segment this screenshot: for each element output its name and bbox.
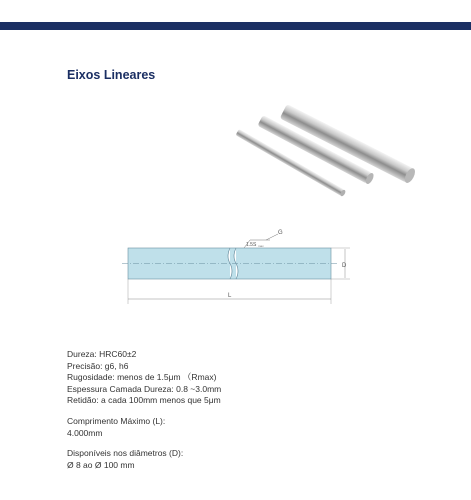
spec-diametros-label: Disponíveis nos diâmetros (D): — [67, 448, 184, 459]
spec-retidao: Retidão: a cada 100mm menos que 5μm — [67, 395, 221, 406]
spec-comprimento-value: 4.000mm — [67, 427, 103, 438]
roughness-sublabel: max — [258, 244, 264, 248]
spec-comprimento-label: Comprimento Máximo (L): — [67, 415, 166, 426]
specifications — [67, 349, 457, 471]
tolerance-label: G — [278, 230, 283, 236]
roughness-label: 1.5S — [246, 242, 257, 248]
shaft-technical-drawing — [118, 222, 358, 304]
header-bar — [0, 22, 471, 30]
diameter-label: D — [342, 263, 347, 269]
spec-diametros-value: Ø 8 ao Ø 100 mm — [67, 459, 135, 470]
linear-shafts-photo — [225, 95, 435, 220]
page-title: Eixos Lineares — [67, 68, 156, 82]
length-label: L — [228, 293, 232, 299]
spec-espessura: Espessura Camada Dureza: 0.8 ~3.0mm — [67, 383, 222, 394]
spec-dureza: Dureza: HRC60±2 — [67, 349, 137, 359]
spec-precisao: Precisão: g6, h6 — [67, 360, 129, 371]
spec-rugosidade: Rugosidade: menos de 1.5μm （Rmax) — [67, 372, 217, 383]
